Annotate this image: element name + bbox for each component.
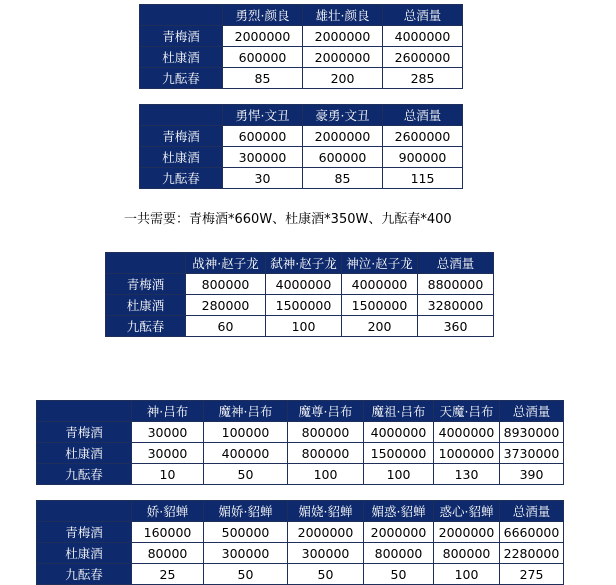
column-header: 勇烈·颜良: [223, 5, 303, 26]
cell: 800000: [364, 543, 434, 564]
cell: 300000: [288, 543, 364, 564]
cell: 100: [434, 564, 500, 585]
cell: 1500000: [364, 443, 434, 464]
column-header: 弑神·赵子龙: [266, 253, 342, 274]
table-lvbu: [36, 400, 564, 485]
column-header: 媚娆·貂蝉: [288, 501, 364, 522]
table-wenchou: [139, 104, 463, 189]
cell: 100: [288, 464, 364, 485]
cell: 400000: [204, 443, 288, 464]
column-header: 总酒量: [383, 105, 463, 126]
cell: 285: [383, 68, 463, 89]
cell: 8800000: [418, 274, 494, 295]
row-header: 青梅酒: [140, 26, 223, 47]
cell: 85: [303, 168, 383, 189]
table-row: [106, 316, 494, 337]
cell: 2600000: [383, 47, 463, 68]
cell: 900000: [383, 147, 463, 168]
cell: 4000000: [364, 422, 434, 443]
cell: 100: [266, 316, 342, 337]
row-header: 青梅酒: [106, 274, 186, 295]
cell: 2280000: [500, 543, 564, 564]
column-header: 战神·赵子龙: [186, 253, 266, 274]
cell: 85: [223, 68, 303, 89]
table-row: [37, 543, 564, 564]
cell: 3280000: [418, 295, 494, 316]
cell: 30000: [132, 443, 204, 464]
cell: 390: [500, 464, 564, 485]
corner-cell: [106, 253, 186, 274]
cell: 50: [288, 564, 364, 585]
cell: 25: [132, 564, 204, 585]
row-header: 九酝春: [140, 68, 223, 89]
column-header: 总酒量: [500, 401, 564, 422]
column-header: 魔尊·吕布: [288, 401, 364, 422]
column-header: 天魔·吕布: [434, 401, 500, 422]
column-header: 魔神·吕布: [204, 401, 288, 422]
header-row: [140, 5, 463, 26]
row-header: 青梅酒: [37, 522, 132, 543]
table-row: [140, 126, 463, 147]
column-header: 媚惑·貂蝉: [364, 501, 434, 522]
cell: 2000000: [364, 522, 434, 543]
column-header: 总酒量: [500, 501, 564, 522]
cell: 30000: [132, 422, 204, 443]
table-row: [140, 68, 463, 89]
cell: 2000000: [303, 47, 383, 68]
cell: 50: [204, 464, 288, 485]
cell: 100: [364, 464, 434, 485]
cell: 300000: [223, 147, 303, 168]
column-header: 总酒量: [383, 5, 463, 26]
cell: 280000: [186, 295, 266, 316]
cell: 80000: [132, 543, 204, 564]
column-header: 魔祖·吕布: [364, 401, 434, 422]
row-header: 杜康酒: [106, 295, 186, 316]
row-header: 九酝春: [37, 464, 132, 485]
cell: 6660000: [500, 522, 564, 543]
row-header: 九酝春: [37, 564, 132, 585]
cell: 8930000: [500, 422, 564, 443]
table-row: [37, 443, 564, 464]
cell: 800000: [288, 443, 364, 464]
corner-cell: [37, 401, 132, 422]
cell: 600000: [223, 126, 303, 147]
cell: 200: [342, 316, 418, 337]
cell: 50: [364, 564, 434, 585]
cell: 600000: [303, 147, 383, 168]
header-row: [37, 401, 564, 422]
table-row: [37, 564, 564, 585]
table-zhaozilong: [105, 252, 494, 337]
cell: 1500000: [266, 295, 342, 316]
column-header: 神泣·赵子龙: [342, 253, 418, 274]
table-row: [140, 47, 463, 68]
cell: 2600000: [383, 126, 463, 147]
column-header: 娇·貂蝉: [132, 501, 204, 522]
cell: 130: [434, 464, 500, 485]
cell: 800000: [186, 274, 266, 295]
corner-cell: [140, 105, 223, 126]
cell: 4000000: [383, 26, 463, 47]
corner-cell: [37, 501, 132, 522]
row-header: 杜康酒: [140, 47, 223, 68]
row-header: 九酝春: [140, 168, 223, 189]
cell: 4000000: [266, 274, 342, 295]
column-header: 惑心·貂蝉: [434, 501, 500, 522]
column-header: 总酒量: [418, 253, 494, 274]
table-row: [140, 168, 463, 189]
cell: 500000: [204, 522, 288, 543]
cell: 2000000: [223, 26, 303, 47]
cell: 160000: [132, 522, 204, 543]
table-row: [106, 295, 494, 316]
table-diaochan: [36, 500, 564, 585]
cell: 2000000: [288, 522, 364, 543]
summary-text: 一共需要：青梅酒*660W、杜康酒*350W、九酝春*400: [124, 212, 452, 227]
cell: 2000000: [303, 26, 383, 47]
cell: 50: [204, 564, 288, 585]
cell: 4000000: [434, 422, 500, 443]
row-header: 杜康酒: [37, 443, 132, 464]
column-header: 豪勇·文丑: [303, 105, 383, 126]
table-row: [106, 274, 494, 295]
cell: 275: [500, 564, 564, 585]
cell: 1500000: [342, 295, 418, 316]
cell: 360: [418, 316, 494, 337]
row-header: 杜康酒: [140, 147, 223, 168]
cell: 200: [303, 68, 383, 89]
cell: 100000: [204, 422, 288, 443]
table-row: [140, 26, 463, 47]
row-header: 杜康酒: [37, 543, 132, 564]
cell: 4000000: [342, 274, 418, 295]
header-row: [106, 253, 494, 274]
column-header: 神·吕布: [132, 401, 204, 422]
cell: 800000: [434, 543, 500, 564]
row-header: 青梅酒: [140, 126, 223, 147]
table-row: [37, 464, 564, 485]
cell: 300000: [204, 543, 288, 564]
cell: 2000000: [303, 126, 383, 147]
cell: 3730000: [500, 443, 564, 464]
table-yanliang: [139, 4, 463, 89]
cell: 2000000: [434, 522, 500, 543]
row-header: 九酝春: [106, 316, 186, 337]
cell: 1000000: [434, 443, 500, 464]
table-row: [37, 422, 564, 443]
cell: 800000: [288, 422, 364, 443]
cell: 115: [383, 168, 463, 189]
column-header: 媚娇·貂蝉: [204, 501, 288, 522]
cell: 10: [132, 464, 204, 485]
column-header: 雄壮·颜良: [303, 5, 383, 26]
cell: 30: [223, 168, 303, 189]
header-row: [37, 501, 564, 522]
column-header: 勇悍·文丑: [223, 105, 303, 126]
row-header: 青梅酒: [37, 422, 132, 443]
cell: 60: [186, 316, 266, 337]
cell: 600000: [223, 47, 303, 68]
header-row: [140, 105, 463, 126]
table-row: [140, 147, 463, 168]
corner-cell: [140, 5, 223, 26]
table-row: [37, 522, 564, 543]
